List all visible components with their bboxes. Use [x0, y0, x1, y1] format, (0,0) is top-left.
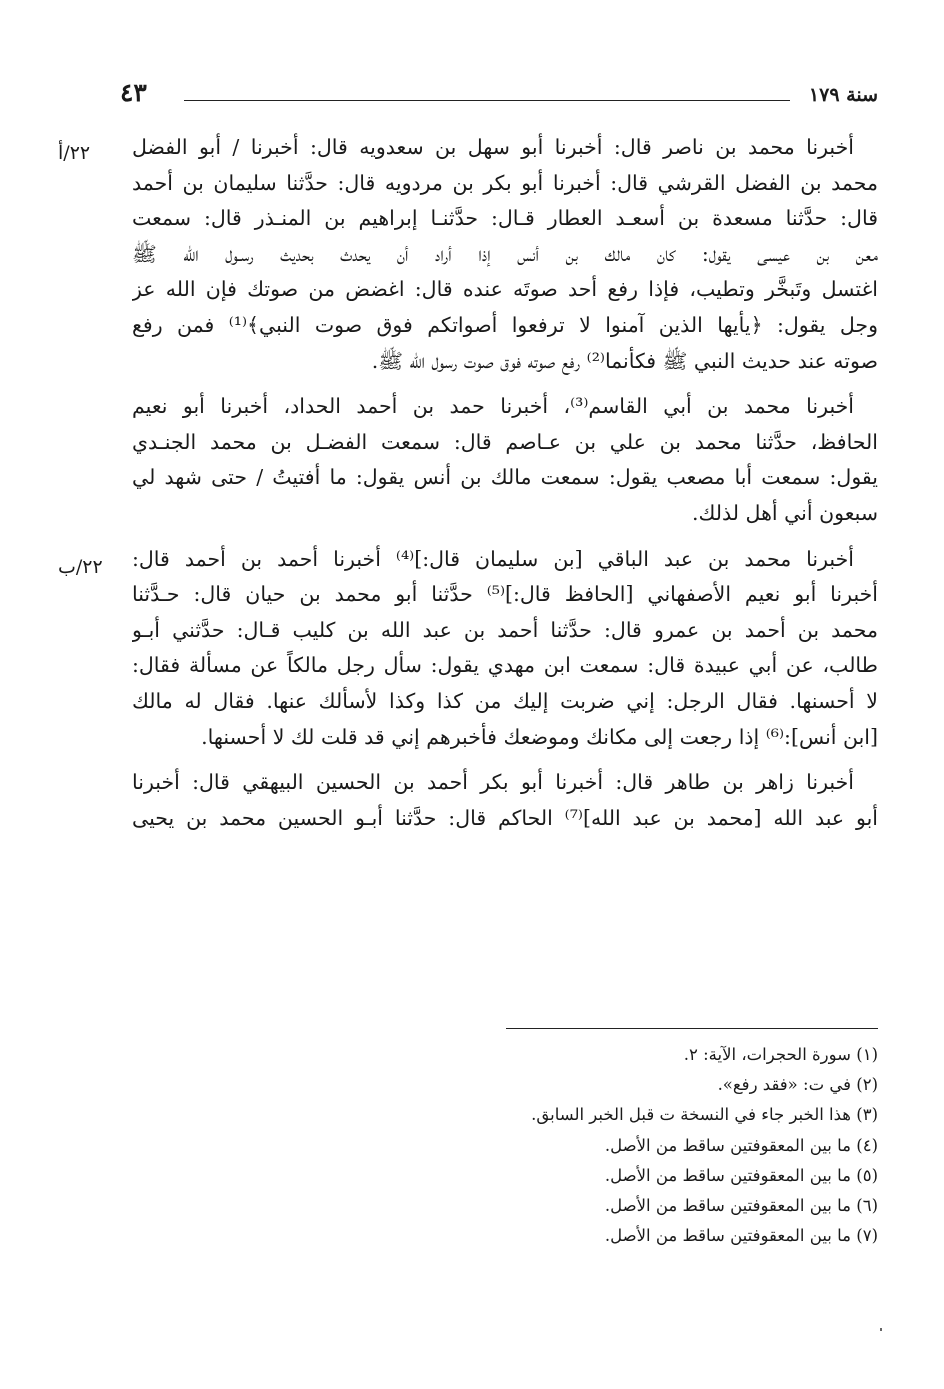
- main-text: [132, 130, 878, 846]
- text-line: أخبرنا أبو نعيم الأصفهاني [الحافظ قال:]⁽⁵⁾ حدَّثنا أبو محمد بن حيان قال: حـدَّثنا: [132, 582, 878, 607]
- text-line: صوته عند حديث النبي ﷺ فكأنما⁽²⁾ رفع صوته فوق صوت رسول الله ﷺ.: [371, 348, 878, 373]
- text-line: لا أحسنها. فقال الرجل: إني ضربت إليك من كذا وكذا لأسألك عنها. فقال له مالك: [132, 688, 878, 713]
- footnote: (٤) ما بين المعقوفتين ساقط من الأصل.: [604, 1135, 878, 1155]
- page-number: ٤٣: [120, 78, 147, 107]
- header-rule: [184, 100, 790, 101]
- text-line: اغتسل وتَبخَّر وتطيب، فإذا رفع أحد صوتَه عنده قال: اغضض من صوتك فإن الله عز: [132, 277, 878, 302]
- text-line: أخبرنا زاهر بن طاهر قال: أخبرنا أبو بكر أحمد بن الحسين البيهقي قال: أخبرنا: [132, 770, 854, 795]
- margin-folio-mark: ٢٢/ب: [58, 556, 103, 578]
- footnote: (٦) ما بين المعقوفتين ساقط من الأصل.: [604, 1196, 878, 1216]
- page-header: [120, 78, 878, 112]
- footnote: (٧) ما بين المعقوفتين ساقط من الأصل.: [604, 1226, 878, 1246]
- paragraph: [132, 389, 878, 531]
- running-title: سنة ١٧٩: [808, 84, 878, 106]
- text-line: وجل يقول: ﴿يأيها الذين آمنوا لا ترفعوا أصواتكم فوق صوت النبي﴾⁽¹⁾ فمن رفع: [132, 312, 878, 337]
- text-line: أخبرنا محمد بن عبد الباقي [بن سليمان قال:]⁽⁴⁾ أخبرنا أحمد بن أحمد قال:: [132, 546, 854, 571]
- footnote: (٥) ما بين المعقوفتين ساقط من الأصل.: [604, 1165, 878, 1185]
- text-line: قال: حدَّثنا مسعدة بن أسعـد العطار قـال: حدَّثنـا إبراهيم بن المنـذر قال: سمعت: [132, 206, 878, 231]
- text-line: سبعون أني أهل لذلك.: [691, 500, 878, 525]
- footnote: (١) سورة الحجرات، الآية: ٢.: [683, 1045, 878, 1064]
- text-line: [ابن أنس]:⁽⁶⁾ إذا رجعت إلى مكانك وموضعك فأخبرهم إني قد قلت لك لا أحسنها.: [201, 724, 878, 749]
- text-line: طالب، عن أبي عبيدة قال: سمعت ابن مهدي يقول: سأل رجل مالكاً عن مسألة فقال:: [132, 653, 878, 678]
- footnote: (٢) في ت: «فقد رفع».: [717, 1075, 878, 1095]
- paragraph: [132, 765, 878, 836]
- text-line: يقول: سمعت أبا مصعب يقول: سمعت مالك بن أنس يقول: ما أفتيتُ / حتى شهد لي: [132, 465, 878, 490]
- text-line: محمد بن أحمد بن عمرو قال: حدَّثنا أحمد بن عبد الله بن كليب قـال: حدَّثني أبـو: [132, 617, 878, 642]
- scan-speck: [880, 1328, 882, 1331]
- footnote: (٣) هذا الخبر جاء في النسخة ت قبل الخبر السابق.: [531, 1105, 878, 1125]
- footnotes: [178, 1040, 878, 1251]
- text-line: أخبرنا محمد بن أبي القاسم⁽³⁾، أخبرنا حمد بن أحمد الحداد، أخبرنا أبو نعيم: [132, 394, 854, 419]
- footnote-rule: [506, 1028, 878, 1029]
- paragraph: [132, 542, 878, 756]
- text-line: محمد بن الفضل القرشي قال: أخبرنا أبو بكر بن مردويه قال: حدَّثنا سليمان بن أحمد: [132, 170, 878, 195]
- text-line: الحافظ، حدَّثنا محمد بن علي بن عـاصم قال: سمعت الفضـل بن محمد الجنـدي: [132, 429, 878, 454]
- margin-folio-mark: ٢٢/أ: [58, 142, 91, 164]
- text-line: معن بن عيسى يقول: كان مالك بن أنس إذا أراد أن يحدث بحديث رسـول الله ﷺ: [132, 241, 878, 266]
- text-line: أبو عبد الله [محمد بن عبد الله]⁽⁷⁾ الحاكم قال: حدَّثنا أبـو الحسين محمد بن يحيى: [132, 805, 878, 830]
- text-line: أخبرنا محمد بن ناصر قال: أخبرنا أبو سهل بن سعدويه قال: أخبرنا / أبو الفضل: [132, 135, 854, 159]
- paragraph: [132, 130, 878, 379]
